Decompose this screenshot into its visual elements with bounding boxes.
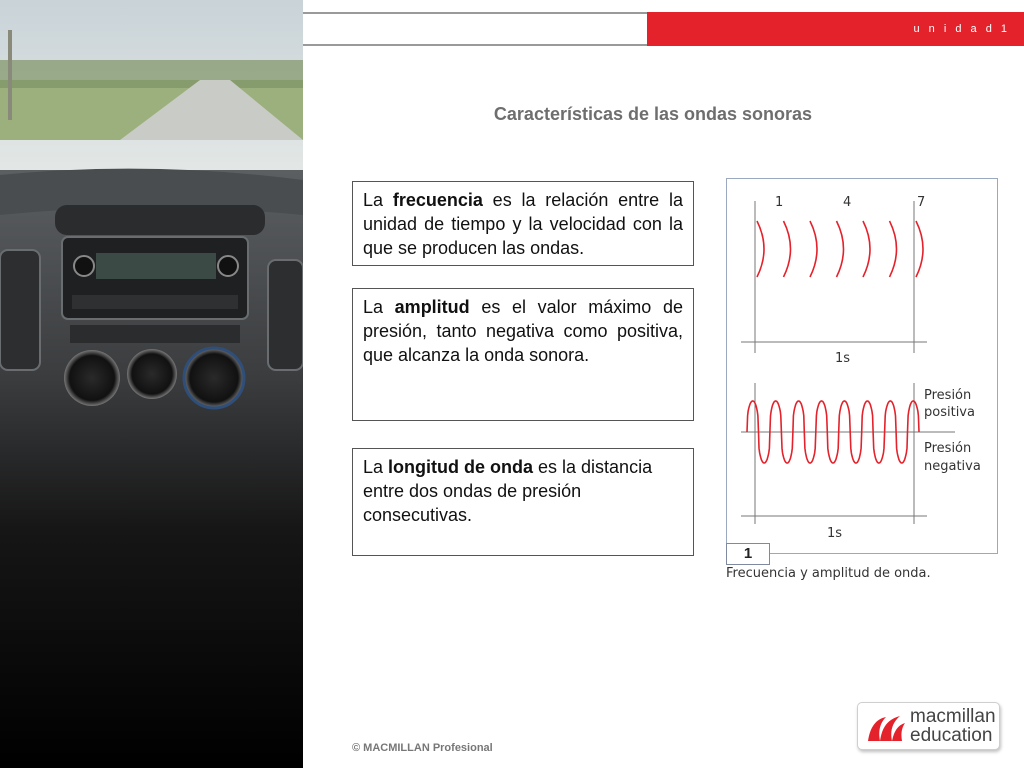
header-grey-bar — [303, 12, 647, 46]
wavelength-box — [352, 448, 694, 556]
frequency-post: es la relación entre la unidad de tiempo y la velocidad con la que se producen las ondas. — [363, 190, 683, 258]
frequency-pre: La — [363, 190, 393, 210]
sound-arcs — [757, 221, 923, 277]
sound-arc — [837, 221, 844, 277]
wavelength-pre: La — [363, 457, 389, 477]
wave-label-7: 7 — [917, 195, 926, 210]
figure-number: 1 — [726, 543, 770, 565]
amplitude-pre: La — [363, 297, 395, 317]
logo-line2: education — [910, 725, 993, 746]
wavelength-term: longitud de onda — [388, 457, 534, 477]
wave-label-4: 4 — [843, 195, 852, 210]
page-title: Características de las ondas sonoras — [493, 104, 813, 124]
sound-arc — [784, 221, 791, 277]
wave-diagram — [727, 179, 999, 555]
unit-label: u n i d a d 1 — [913, 23, 1010, 35]
copyright-text: © MACMILLAN Profesional — [352, 742, 493, 754]
positive-pressure-label-2: positiva — [924, 405, 975, 420]
frequency-box — [352, 181, 694, 266]
macmillan-logo — [857, 702, 1000, 750]
negative-pressure-label-1: Presión — [924, 441, 972, 456]
sound-arc — [863, 221, 870, 277]
positive-pressure-label-1: Presión — [924, 388, 972, 403]
sound-arc — [810, 221, 817, 277]
wave-figure — [726, 178, 998, 554]
sound-arc — [757, 221, 764, 277]
logo-line1: macmillan — [910, 706, 996, 727]
wave-label-1: 1 — [775, 195, 784, 210]
wavelength-post: es la distancia entre dos ondas de presión consecutivas. — [363, 457, 653, 525]
sound-arc — [890, 221, 897, 277]
header-red-bar — [647, 12, 1024, 46]
dashboard-photo — [0, 0, 303, 768]
amplitude-post: es el valor máximo de presión, tanto negativa como positiva, que alcanza la onda sonora. — [363, 297, 683, 365]
amplitude-box — [352, 288, 694, 421]
negative-pressure-label-2: negativa — [924, 459, 981, 474]
figure-caption: Frecuencia y amplitud de onda. — [726, 566, 931, 581]
frequency-term: frecuencia — [392, 190, 483, 210]
macmillan-flame-icon — [866, 713, 906, 743]
top-time-label: 1s — [835, 351, 851, 366]
amplitude-term: amplitud — [394, 297, 470, 317]
sound-arc — [916, 221, 923, 277]
bottom-time-label: 1s — [827, 526, 843, 541]
